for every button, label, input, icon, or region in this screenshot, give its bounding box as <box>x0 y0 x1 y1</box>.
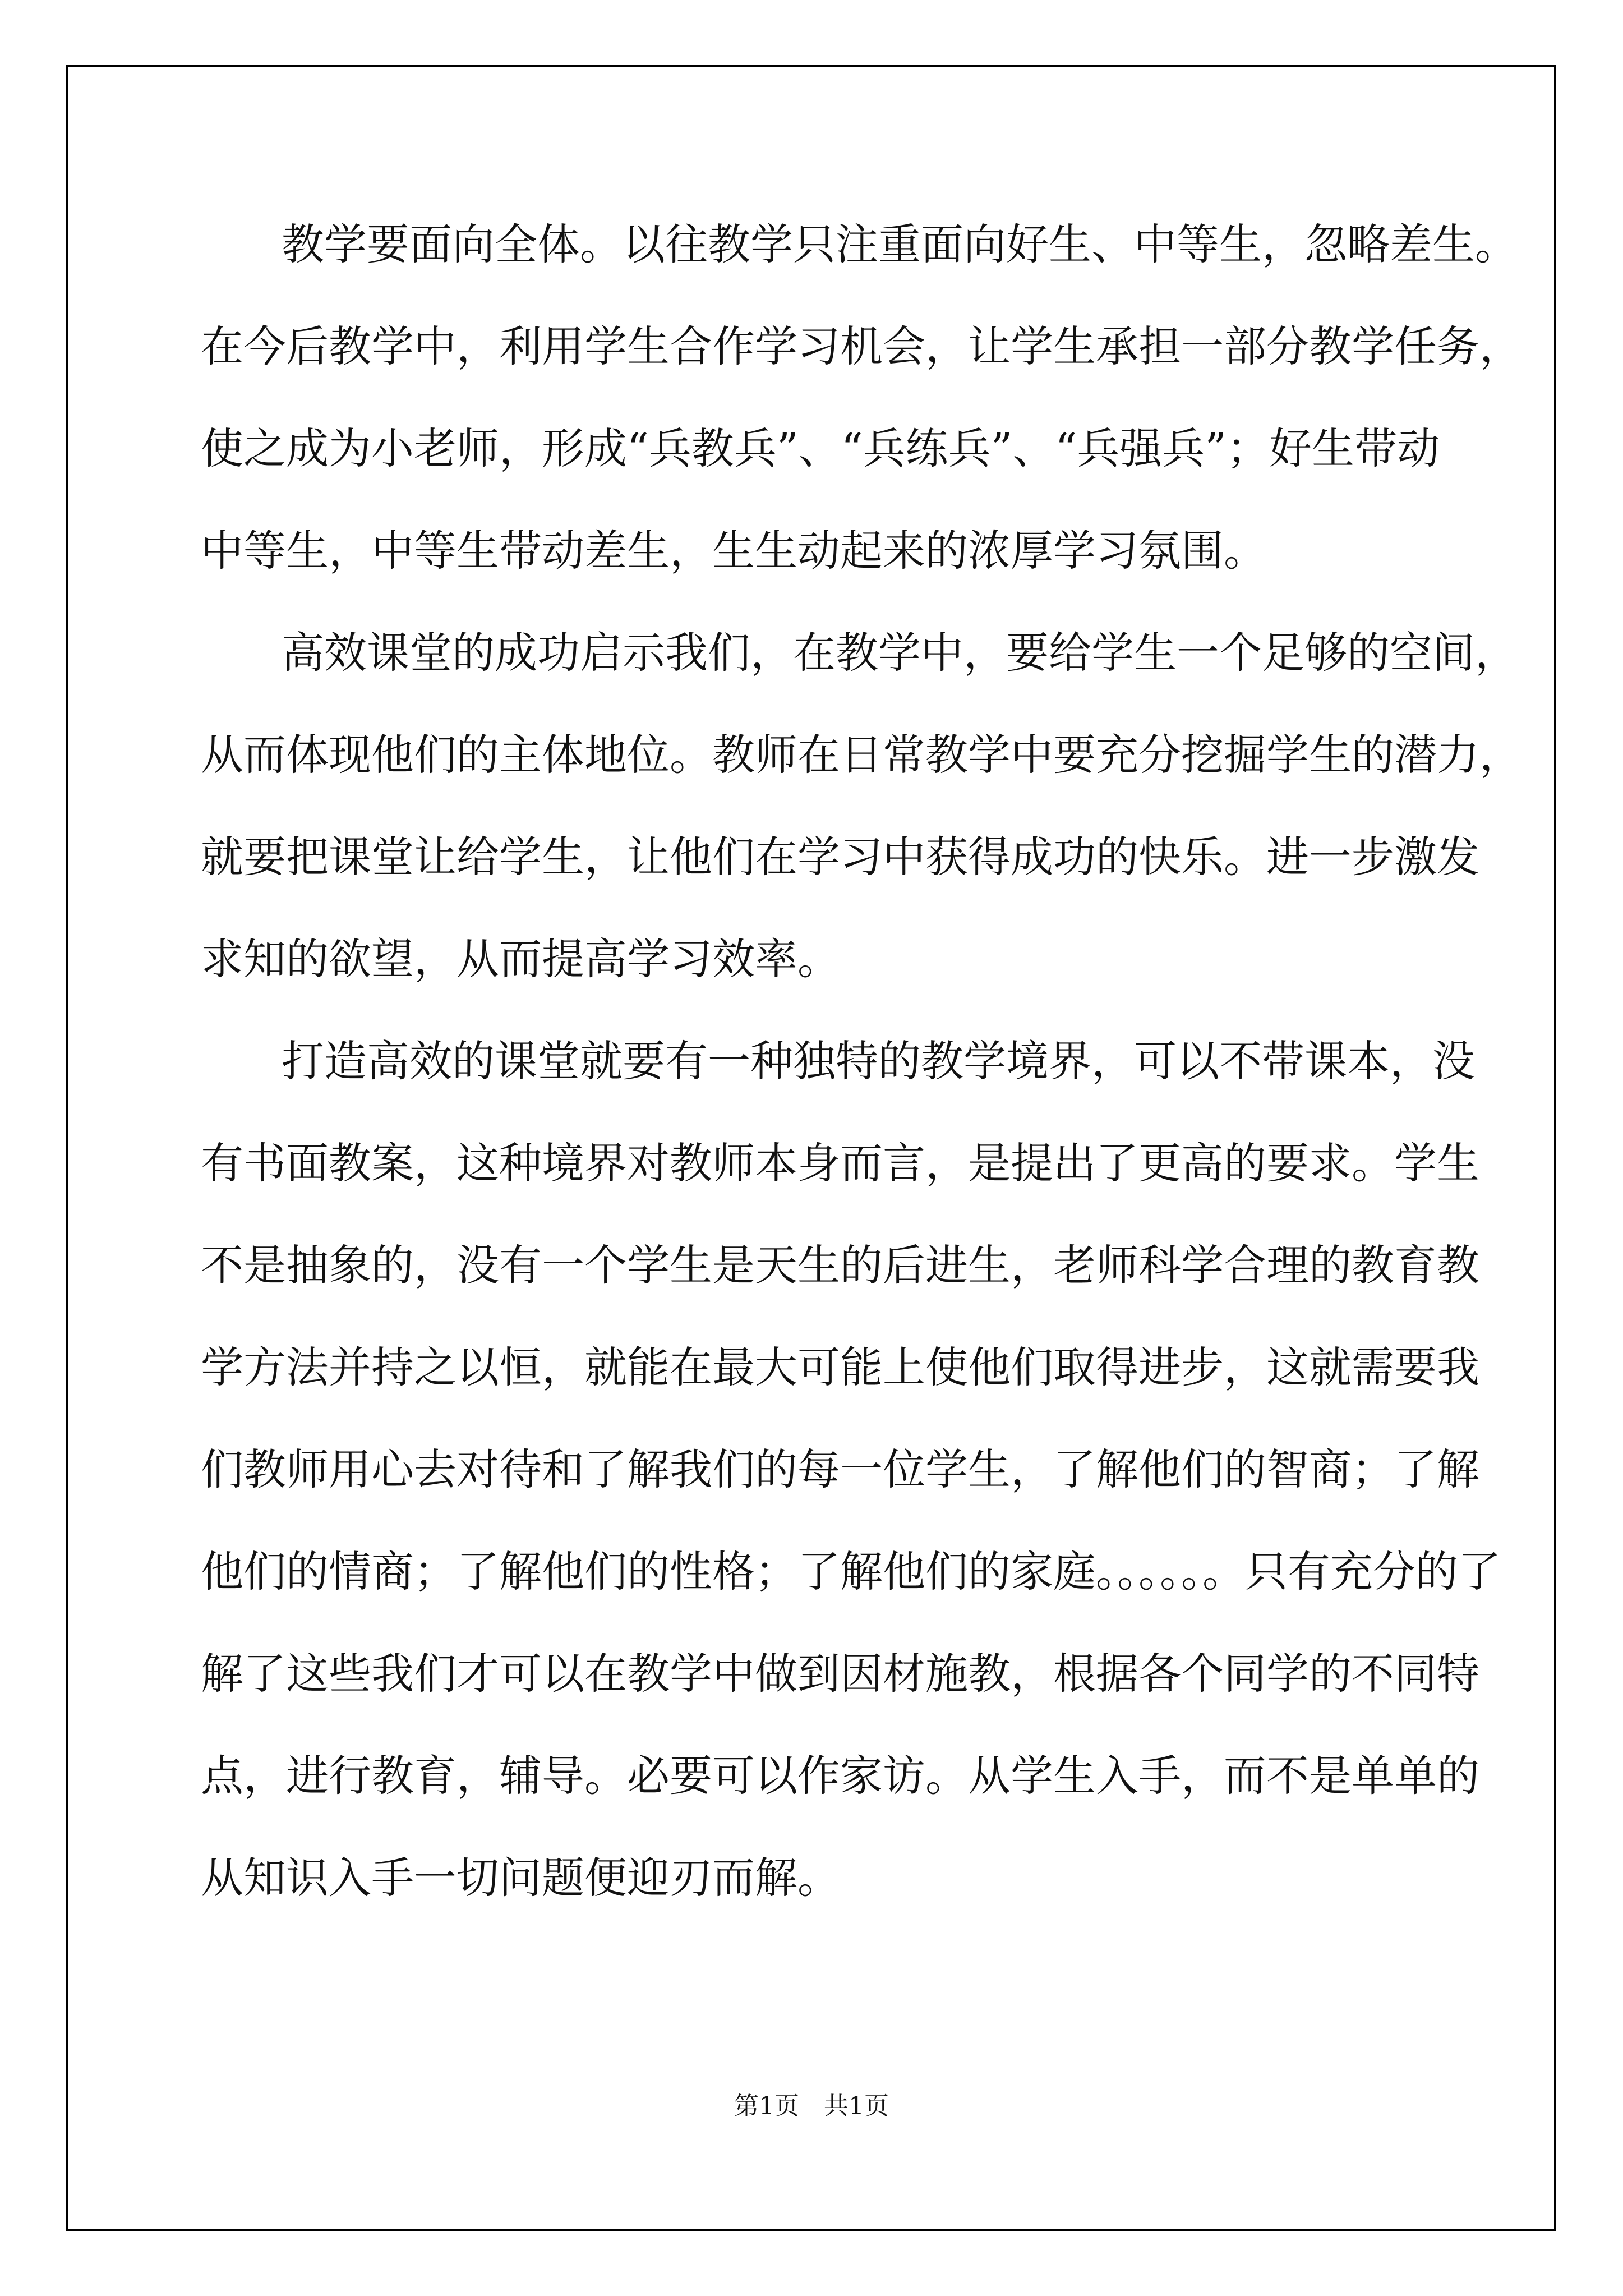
paragraph-2-line-1: 高效课堂的成功启示我们，在教学中，要给学生一个足够的空间， <box>282 628 1518 678</box>
page-number-footer: 第1页 共1页 <box>734 2092 889 2120</box>
paragraph-1-line-4: 中等生，中等生带动差生，生生动起来的浓厚学习氛围。 <box>201 526 1266 576</box>
paragraph-3-line-4: 学方法并持之以恒，就能在最大可能上使他们取得进步，这就需要我 <box>201 1342 1479 1392</box>
paragraph-3-line-1: 打造高效的课堂就要有一种独特的教学境界，可以不带课本，没 <box>282 1036 1475 1086</box>
paragraph-3-line-6: 他们的情商；了解他们的性格；了解他们的家庭。。。。。。只有充分的了 <box>201 1547 1501 1596</box>
paragraph-3-line-9: 从知识入手一切问题便迎刃而解。 <box>201 1853 840 1903</box>
paragraph-1-line-3: 使之成为小老师，形成“兵教兵”、“兵练兵”、“兵强兵”；好生带动 <box>201 424 1440 473</box>
paragraph-1-line-2: 在今后教学中，利用学生合作学习机会，让学生承担一部分教学任务， <box>201 321 1522 371</box>
paragraph-3-line-2: 有书面教案，这种境界对教师本身而言，是提出了更高的要求。学生 <box>201 1138 1479 1188</box>
paragraph-3-line-5: 们教师用心去对待和了解我们的每一位学生，了解他们的智商；了解 <box>201 1444 1479 1494</box>
paragraph-2-line-4: 求知的欲望，从而提高学习效率。 <box>201 934 840 984</box>
paragraph-1-line-1: 教学要面向全体。以往教学只注重面向好生、中等生，忽略差生。 <box>282 219 1518 269</box>
paragraph-2-line-3: 就要把课堂让给学生，让他们在学习中获得成功的快乐。进一步激发 <box>201 832 1479 882</box>
paragraph-3-line-7: 解了这些我们才可以在教学中做到因材施教，根据各个同学的不同特 <box>201 1649 1479 1699</box>
paragraph-3-line-8: 点，进行教育，辅导。必要可以作家访。从学生入手，而不是单单的 <box>201 1751 1479 1801</box>
paragraph-2-line-2: 从而体现他们的主体地位。教师在日常教学中要充分挖掘学生的潜力， <box>201 730 1522 780</box>
paragraph-3-line-3: 不是抽象的，没有一个学生是天生的后进生，老师科学合理的教育教 <box>201 1240 1479 1290</box>
